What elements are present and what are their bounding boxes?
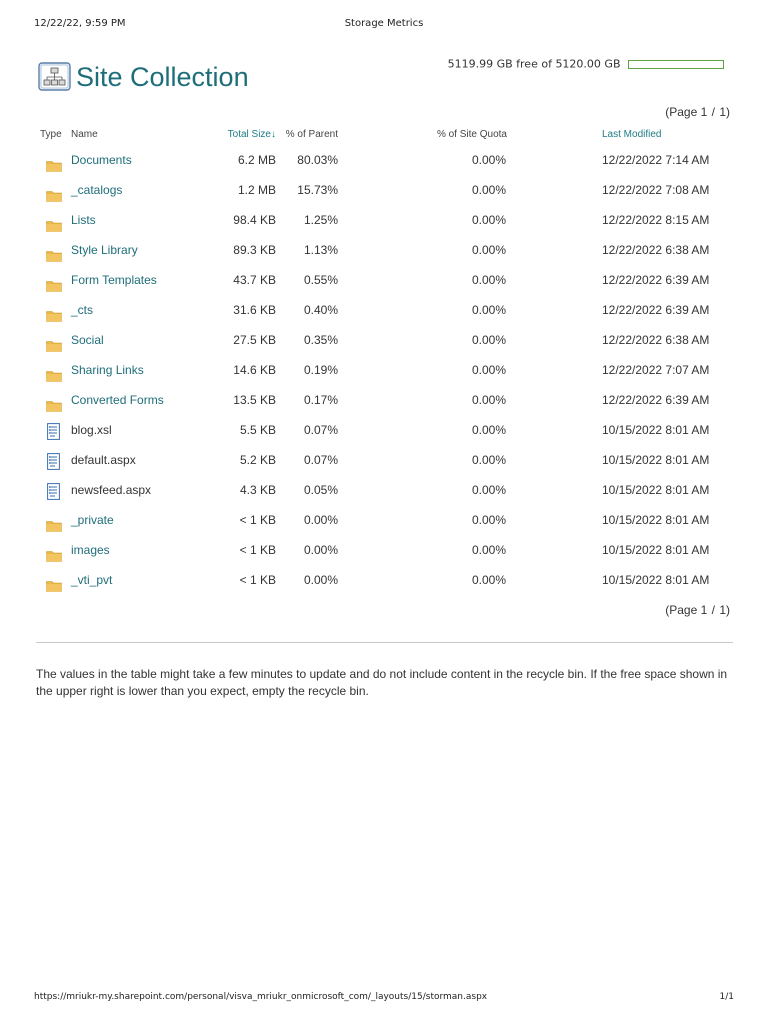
sort-descending-icon: ↓ bbox=[271, 129, 276, 140]
folder-icon bbox=[46, 183, 62, 195]
last-modified-cell: 12/22/2022 6:38 AM bbox=[602, 243, 710, 257]
pct-parent-cell: 80.03% bbox=[297, 153, 338, 167]
total-size-cell: < 1 KB bbox=[239, 513, 276, 527]
table-row bbox=[36, 475, 736, 505]
table-row bbox=[36, 265, 736, 295]
total-size-cell: < 1 KB bbox=[239, 573, 276, 587]
pct-quota-cell: 0.00% bbox=[471, 153, 506, 167]
header-type: Type bbox=[40, 129, 62, 140]
pct-parent-cell: 0.00% bbox=[303, 543, 338, 557]
pager-separator-text: / bbox=[711, 603, 715, 617]
item-name-link[interactable]: images bbox=[71, 543, 110, 557]
folder-icon bbox=[46, 393, 62, 405]
table-row bbox=[36, 385, 736, 415]
last-modified-cell: 12/22/2022 6:39 AM bbox=[602, 273, 710, 287]
table-row bbox=[36, 205, 736, 235]
last-modified-cell: 12/22/2022 7:07 AM bbox=[602, 363, 710, 377]
table-body bbox=[36, 145, 736, 595]
item-name-link[interactable]: _private bbox=[71, 513, 114, 527]
pct-quota-cell: 0.00% bbox=[471, 273, 506, 287]
print-url: https://mriukr-my.sharepoint.com/personal/visva_mriukr_onmicrosoft_com/_layouts/15/storman.aspx bbox=[34, 992, 488, 1002]
table-row bbox=[36, 415, 736, 445]
print-page-number: 1/1 bbox=[719, 992, 734, 1002]
item-name-link[interactable]: Converted Forms bbox=[71, 393, 164, 407]
last-modified-cell: 10/15/2022 8:01 AM bbox=[602, 423, 710, 437]
total-size-cell: 43.7 KB bbox=[233, 273, 276, 287]
pct-quota-cell: 0.00% bbox=[471, 513, 506, 527]
quota-usage-bar bbox=[628, 60, 724, 69]
print-footer bbox=[34, 992, 734, 1006]
last-modified-cell: 10/15/2022 8:01 AM bbox=[602, 573, 710, 587]
table-row bbox=[36, 235, 736, 265]
item-name-link[interactable]: _vti_pvt bbox=[71, 573, 113, 587]
table-row bbox=[36, 445, 736, 475]
pager-top bbox=[665, 105, 730, 119]
table-row bbox=[36, 145, 736, 175]
quota-total: 5120.00 GB bbox=[555, 57, 621, 71]
pager-separator bbox=[708, 105, 718, 119]
pct-parent-cell: 1.13% bbox=[303, 243, 338, 257]
folder-icon bbox=[46, 363, 62, 375]
last-modified-cell: 10/15/2022 8:01 AM bbox=[602, 483, 710, 497]
pct-quota-cell: 0.00% bbox=[471, 243, 506, 257]
item-name-link[interactable]: Documents bbox=[71, 153, 132, 167]
header-pct-parent: % of Parent bbox=[285, 129, 338, 140]
pager-close: ) bbox=[726, 105, 730, 119]
pct-quota-cell: 0.00% bbox=[471, 573, 506, 587]
storage-table bbox=[36, 125, 736, 595]
table-row bbox=[36, 175, 736, 205]
recycle-bin-note: The values in the table might take a few minutes to update and do not include content in the recycle bin. If the free space shown in the upper right is lower than you expect, empty the recycle bin. bbox=[36, 667, 728, 698]
total-size-cell: 5.2 KB bbox=[239, 453, 276, 467]
folder-icon bbox=[46, 153, 62, 165]
pager-current: 1 bbox=[700, 603, 708, 617]
pct-parent-cell: 1.25% bbox=[303, 213, 338, 227]
item-name: blog.xsl bbox=[71, 423, 112, 437]
pct-quota-cell: 0.00% bbox=[471, 213, 506, 227]
item-name-link[interactable]: Lists bbox=[71, 213, 96, 227]
pct-parent-cell: 0.55% bbox=[303, 273, 338, 287]
folder-icon bbox=[46, 273, 62, 285]
pager-close: ) bbox=[726, 603, 730, 617]
pager-bottom bbox=[665, 603, 730, 617]
pct-quota-cell: 0.00% bbox=[471, 363, 506, 377]
total-size-cell: 98.4 KB bbox=[233, 213, 276, 227]
item-name-link[interactable]: _cts bbox=[71, 303, 94, 317]
last-modified-cell: 12/22/2022 6:38 AM bbox=[602, 333, 710, 347]
total-size-cell: 6.2 MB bbox=[237, 153, 276, 167]
table-row bbox=[36, 355, 736, 385]
pct-quota-cell: 0.00% bbox=[471, 483, 506, 497]
table-header-row bbox=[36, 125, 736, 145]
last-modified-cell: 12/22/2022 7:08 AM bbox=[602, 183, 710, 197]
divider bbox=[36, 642, 733, 643]
pct-parent-cell: 0.35% bbox=[303, 333, 338, 347]
total-size-cell: 1.2 MB bbox=[237, 183, 276, 197]
pct-quota-cell: 0.00% bbox=[471, 423, 506, 437]
file-icon bbox=[47, 421, 60, 438]
folder-icon bbox=[46, 303, 62, 315]
total-size-cell: 14.6 KB bbox=[233, 363, 276, 377]
header-pct-quota: % of Site Quota bbox=[436, 129, 507, 140]
last-modified-cell: 12/22/2022 7:14 AM bbox=[602, 153, 710, 167]
folder-icon bbox=[46, 513, 62, 525]
pager-current: 1 bbox=[700, 105, 708, 119]
total-size-cell: 27.5 KB bbox=[233, 333, 276, 347]
item-name-link[interactable]: Social bbox=[71, 333, 104, 347]
item-name: newsfeed.aspx bbox=[71, 483, 152, 497]
last-modified-cell: 10/15/2022 8:01 AM bbox=[602, 513, 710, 527]
quota-free: 5119.99 GB bbox=[447, 57, 513, 71]
item-name-link[interactable]: Form Templates bbox=[71, 273, 157, 287]
total-size-cell: 31.6 KB bbox=[233, 303, 276, 317]
table-row bbox=[36, 325, 736, 355]
pct-parent-cell: 0.00% bbox=[303, 513, 338, 527]
total-size-cell: 5.5 KB bbox=[239, 423, 276, 437]
pager-separator bbox=[708, 603, 718, 617]
pct-parent-cell: 0.05% bbox=[303, 483, 338, 497]
pct-parent-cell: 0.00% bbox=[303, 573, 338, 587]
table-row bbox=[36, 535, 736, 565]
pager-open: (Page bbox=[665, 603, 701, 617]
pct-quota-cell: 0.00% bbox=[471, 303, 506, 317]
pager-total: 1 bbox=[719, 105, 726, 119]
pct-quota-cell: 0.00% bbox=[471, 453, 506, 467]
header-last-modified[interactable]: Last Modified bbox=[602, 129, 662, 140]
quota-free-suffix: free of bbox=[512, 57, 556, 71]
folder-icon bbox=[46, 333, 62, 345]
pct-quota-cell: 0.00% bbox=[471, 543, 506, 557]
item-name: default.aspx bbox=[71, 453, 136, 467]
pct-parent-cell: 0.07% bbox=[303, 453, 338, 467]
pct-quota-cell: 0.00% bbox=[471, 393, 506, 407]
pager-separator-text: / bbox=[711, 105, 715, 119]
total-size-cell: 13.5 KB bbox=[233, 393, 276, 407]
site-collection-icon bbox=[38, 60, 72, 94]
pct-quota-cell: 0.00% bbox=[471, 183, 506, 197]
header-total-size-label[interactable]: Total Size bbox=[227, 129, 271, 140]
folder-icon bbox=[46, 573, 62, 585]
storage-quota bbox=[448, 57, 724, 73]
pct-quota-cell: 0.00% bbox=[471, 333, 506, 347]
header-name: Name bbox=[71, 129, 98, 140]
last-modified-cell: 10/15/2022 8:01 AM bbox=[602, 453, 710, 467]
total-size-cell: < 1 KB bbox=[239, 543, 276, 557]
page-title: Site Collection bbox=[76, 62, 249, 92]
item-name-link[interactable]: Sharing Links bbox=[71, 363, 144, 377]
last-modified-cell: 12/22/2022 6:39 AM bbox=[602, 303, 710, 317]
item-name-link[interactable]: Style Library bbox=[71, 243, 138, 257]
total-size-cell: 89.3 KB bbox=[233, 243, 276, 257]
folder-icon bbox=[46, 543, 62, 555]
last-modified-cell: 12/22/2022 6:39 AM bbox=[602, 393, 710, 407]
print-header bbox=[34, 18, 734, 32]
file-icon bbox=[47, 451, 60, 468]
pct-parent-cell: 0.40% bbox=[303, 303, 338, 317]
pct-parent-cell: 0.19% bbox=[303, 363, 338, 377]
pager-open: (Page bbox=[665, 105, 701, 119]
folder-icon bbox=[46, 213, 62, 225]
print-title: Storage Metrics bbox=[344, 18, 424, 29]
pct-parent-cell: 15.73% bbox=[297, 183, 338, 197]
pager-total: 1 bbox=[719, 603, 726, 617]
table-row bbox=[36, 295, 736, 325]
table-row bbox=[36, 505, 736, 535]
table-row bbox=[36, 565, 736, 595]
print-date: 12/22/22, 9:59 PM bbox=[34, 18, 126, 29]
total-size-cell: 4.3 KB bbox=[239, 483, 276, 497]
item-name-link[interactable]: _catalogs bbox=[71, 183, 123, 197]
header-total-size[interactable] bbox=[196, 125, 276, 145]
file-icon bbox=[47, 481, 60, 498]
folder-icon bbox=[46, 243, 62, 255]
last-modified-cell: 10/15/2022 8:01 AM bbox=[602, 543, 710, 557]
pct-parent-cell: 0.17% bbox=[303, 393, 338, 407]
last-modified-cell: 12/22/2022 8:15 AM bbox=[602, 213, 710, 227]
pct-parent-cell: 0.07% bbox=[303, 423, 338, 437]
